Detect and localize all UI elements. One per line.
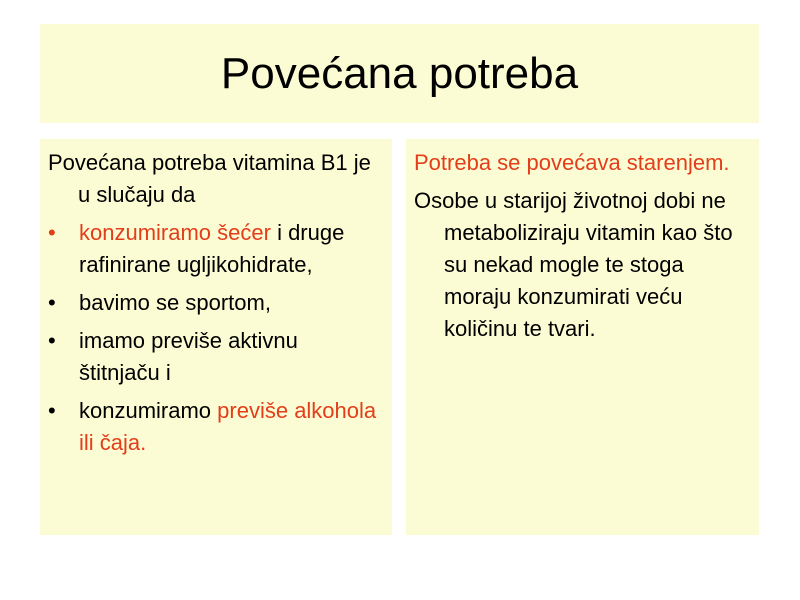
bullet-1-red: konzumiramo šećer <box>79 220 271 245</box>
bullet-4-red: previše alkohola ili čaja. <box>79 398 377 455</box>
bullet-2-text: bavimo se sportom, <box>79 290 271 315</box>
right-paragraph-2: Osobe u starijoj životnoj dobi ne metaboliziraju vitamin kao što su nekad mogle te stoga moraju konzumirati veću količinu te tvari. <box>414 188 733 341</box>
bullet-3-text: imamo previše aktivnu štitnjaču i <box>79 328 298 385</box>
right-paragraph-1: Potreba se povećava starenjem. <box>414 150 730 175</box>
title-box <box>40 24 759 123</box>
bullet-4-text: konzumiramo <box>79 398 218 423</box>
slide-title: Povećana potreba <box>220 48 579 98</box>
bullet-icon: • <box>48 328 56 353</box>
bullet-item-1 <box>48 217 384 281</box>
bullet-icon: • <box>48 220 56 245</box>
bullet-item-3 <box>48 325 384 389</box>
bullet-1-text: i druge rafinirane ugljikohidrate, <box>79 220 345 277</box>
bullet-icon: • <box>48 290 56 315</box>
bullet-icon: • <box>48 398 56 423</box>
left-intro: Povećana potreba vitamina B1 je u slučaju da <box>48 150 371 207</box>
bullet-item-4 <box>48 395 384 459</box>
right-content-box <box>406 139 759 535</box>
left-content-box <box>40 139 392 535</box>
bullet-item-2 <box>48 287 384 319</box>
